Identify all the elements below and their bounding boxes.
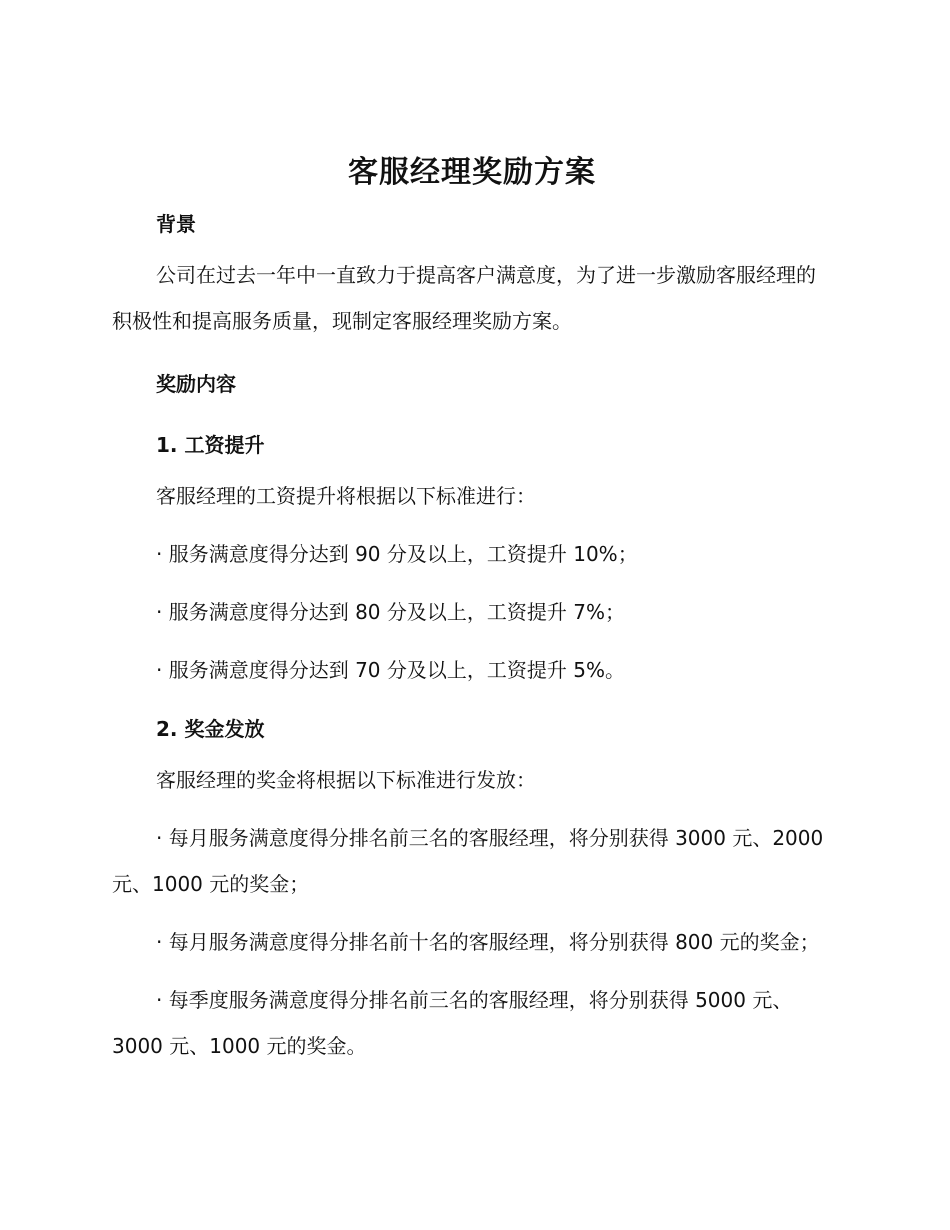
bonus-intro: 客服经理的奖金将根据以下标准进行发放： [156,768,536,792]
section-heading-rewards: 奖励内容 [156,372,236,396]
salary-item: · 服务满意度得分达到 80 分及以上，工资提升 7%； [156,600,625,624]
subsection-heading-salary: 1. 工资提升 [156,433,265,457]
document-title: 客服经理奖励方案 [348,155,596,190]
bonus-item: · 每季度服务满意度得分排名前三名的客服经理，将分别获得 5000 元、3000 元、1000 元的奖金。 [112,988,793,1058]
background-paragraph: 公司在过去一年中一直致力于提高客户满意度，为了进一步激励客服经理的积极性和提高服务质量，现制定客服经理奖励方案。 [112,263,816,333]
bonus-item: · 每月服务满意度得分排名前十名的客服经理，将分别获得 800 元的奖金； [156,930,820,954]
document-page [112,148,832,1069]
section-heading-background: 背景 [156,212,196,236]
salary-intro: 客服经理的工资提升将根据以下标准进行： [156,484,536,508]
salary-item: · 服务满意度得分达到 70 分及以上，工资提升 5%。 [156,658,625,682]
salary-item: · 服务满意度得分达到 90 分及以上，工资提升 10%； [156,542,638,566]
subsection-heading-bonus: 2. 奖金发放 [156,717,265,741]
bonus-item: · 每月服务满意度得分排名前三名的客服经理，将分别获得 3000 元、2000 元、1000 元的奖金； [112,826,824,896]
